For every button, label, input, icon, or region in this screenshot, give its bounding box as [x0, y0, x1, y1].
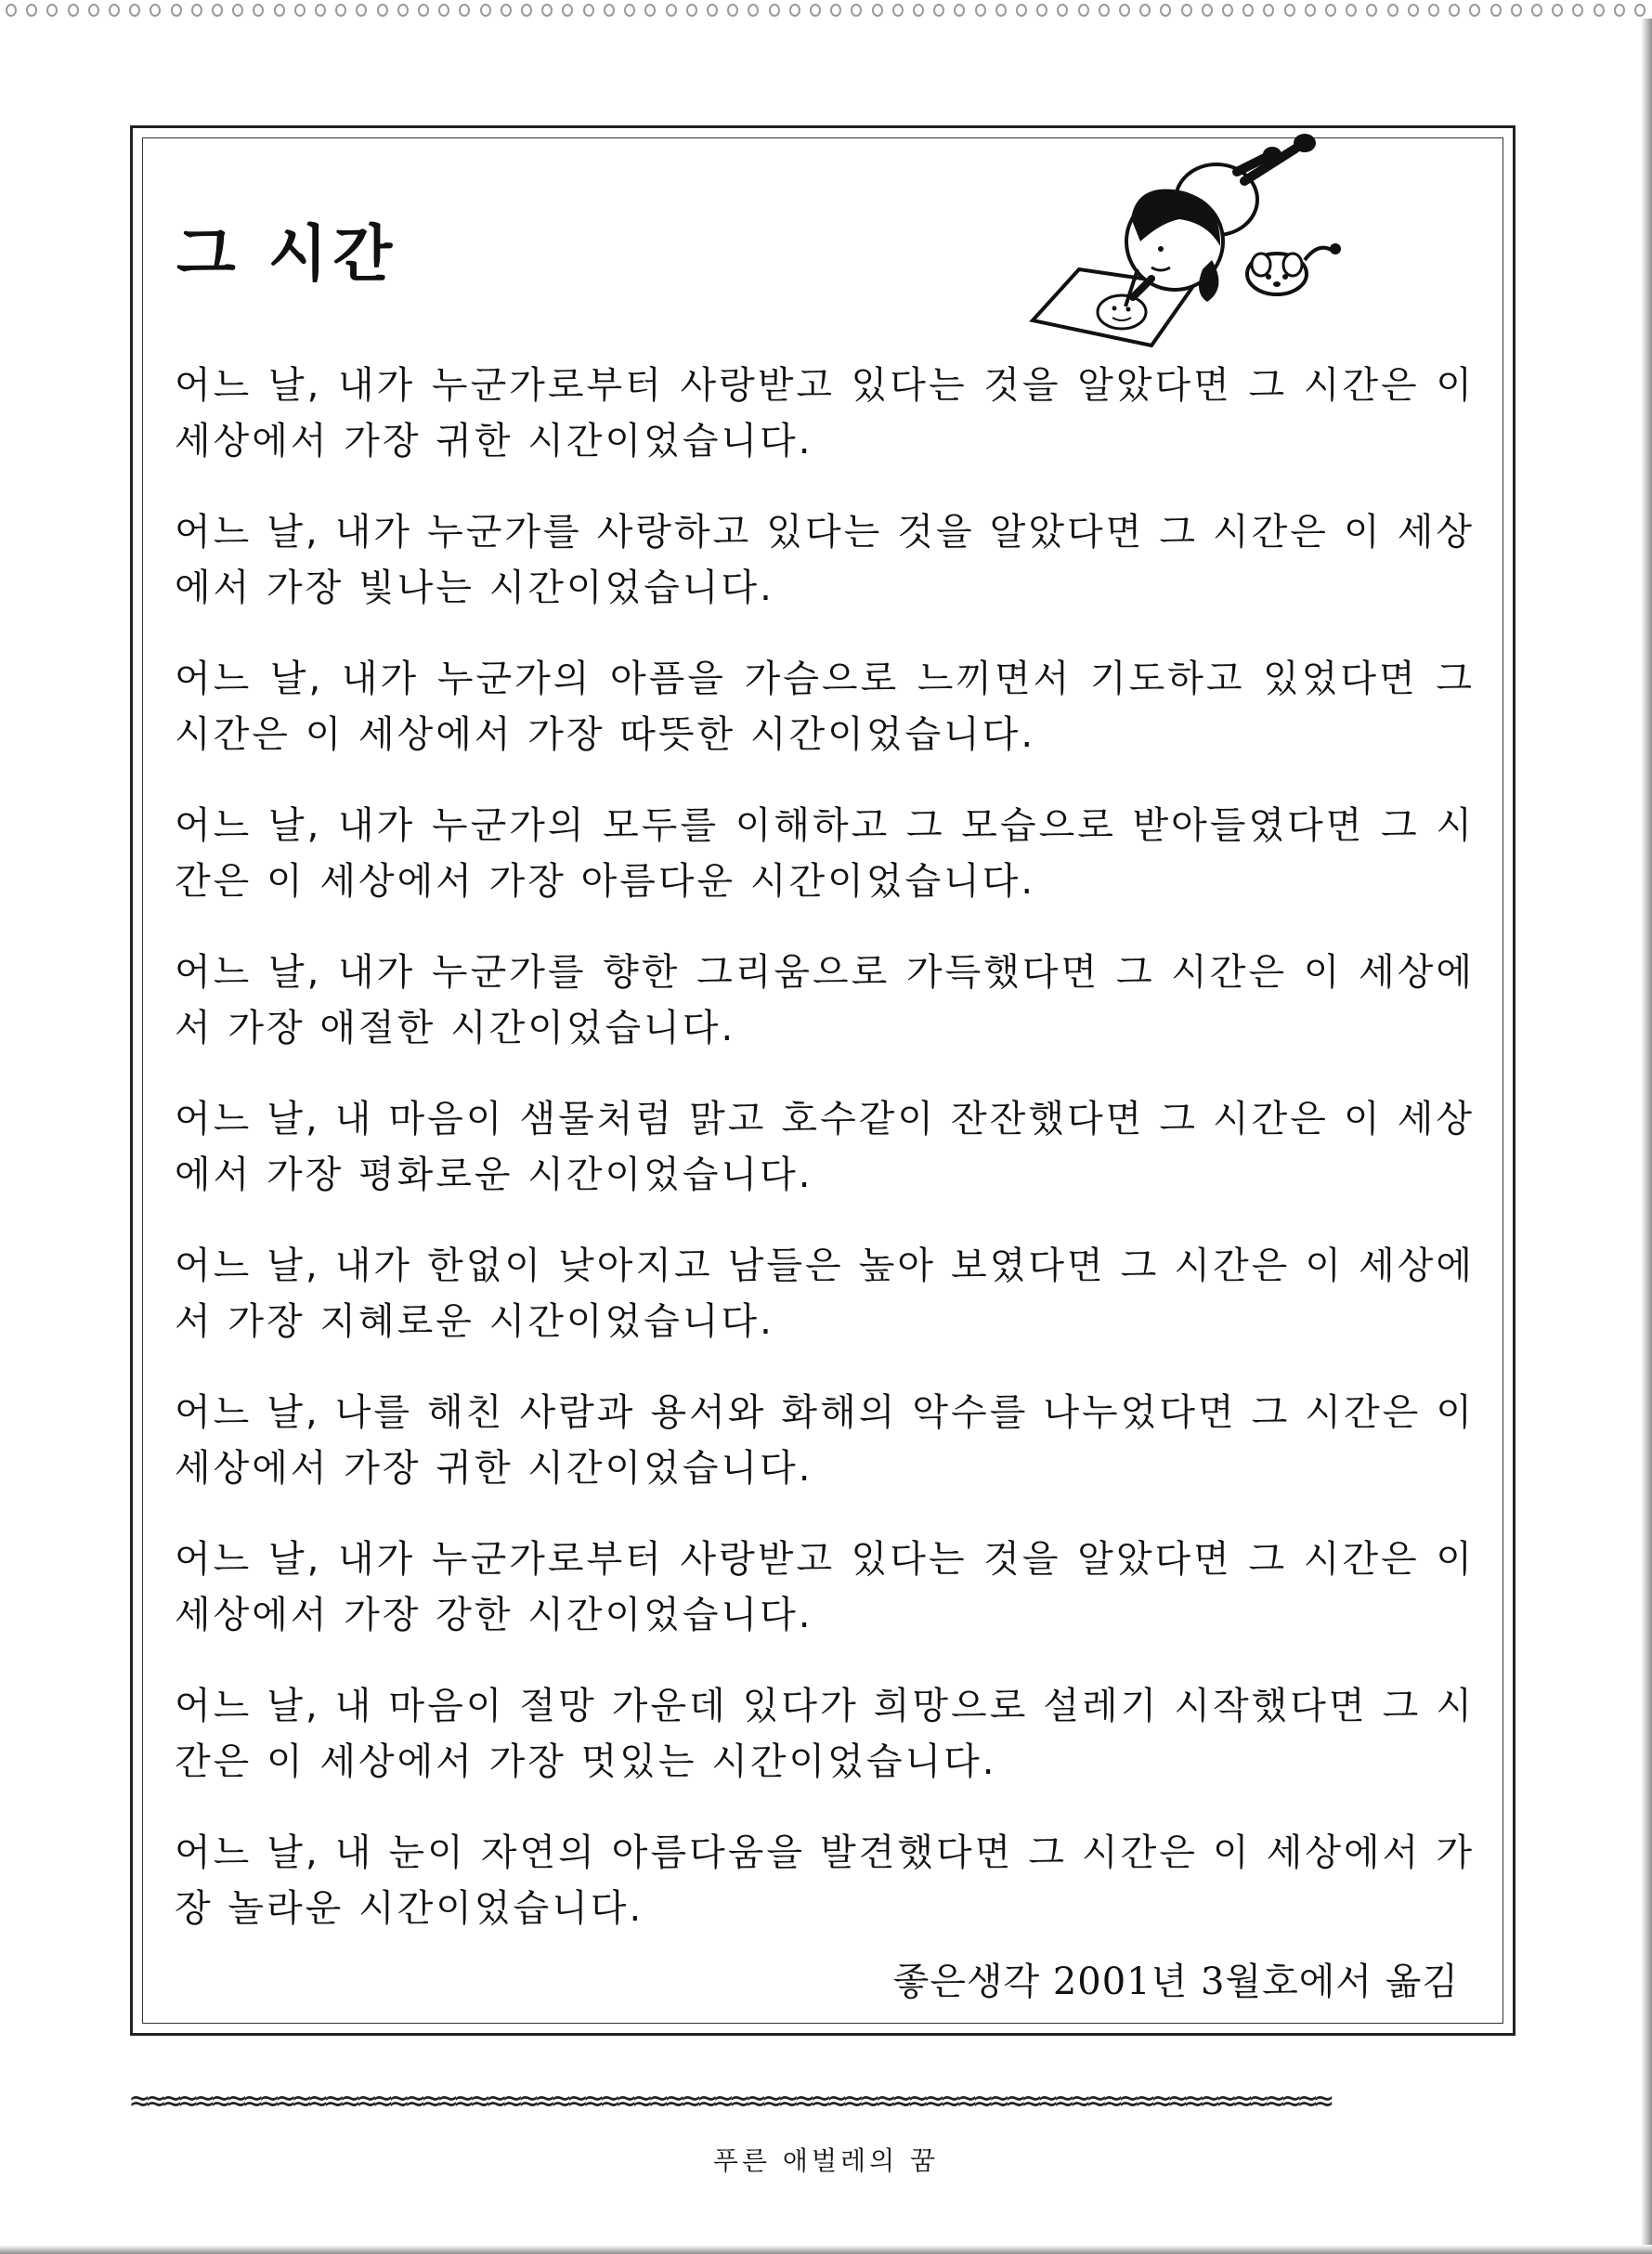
- poem-paragraph: 어느 날, 내가 누군가를 사랑하고 있다는 것을 알았다면 그 시간은 이 세상에서 가장 빛나는 시간이었습니다.: [175, 511, 1475, 609]
- source-attribution: 좋은생각 2001년 3월호에서 옮김: [892, 1961, 1459, 2003]
- poem-body: [175, 358, 1475, 1972]
- page-edge-shadow: [1641, 19, 1652, 2254]
- wave-divider: ≈≈≈≈≈≈≈≈≈≈≈≈≈≈≈≈≈≈≈≈≈≈≈≈≈≈≈≈≈≈≈≈≈≈≈≈≈≈≈≈≈≈≈≈≈≈≈≈≈≈≈≈≈≈≈≈≈≈≈≈≈≈≈≈≈≈≈≈≈≈≈≈≈≈: [130, 2085, 1331, 2117]
- poem-paragraph: 어느 날, 나를 해친 사람과 용서와 화해의 악수를 나누었다면 그 시간은 이 세상에서 가장 귀한 시간이었습니다.: [175, 1391, 1475, 1490]
- poem-paragraph: 어느 날, 내 마음이 절망 가운데 있다가 희망으로 설레기 시작했다면 그 시간은 이 세상에서 가장 멋있는 시간이었습니다.: [175, 1685, 1475, 1783]
- poem-paragraph: 어느 날, 내가 누군가의 모두를 이해하고 그 모습으로 받아들였다면 그 시간은 이 세상에서 가장 아름다운 시간이었습니다.: [175, 804, 1475, 903]
- poem-paragraph: 어느 날, 내가 누군가로부터 사랑받고 있다는 것을 알았다면 그 시간은 이 세상에서 가장 강한 시간이었습니다.: [175, 1538, 1475, 1636]
- page-edge-shadow-bottom: [0, 2245, 1652, 2254]
- poem-paragraph: 어느 날, 내가 한없이 낮아지고 남들은 높아 보였다면 그 시간은 이 세상에서 가장 지혜로운 시간이었습니다.: [175, 1244, 1475, 1343]
- child-drawing-illustration-icon: [1021, 130, 1356, 348]
- footer-caption: 푸른 애벌레의 꿈: [712, 2145, 940, 2176]
- poem-paragraph: 어느 날, 내가 누군가의 아픔을 가슴으로 느끼면서 기도하고 있었다면 그 시간은 이 세상에서 가장 따뜻한 시간이었습니다.: [175, 658, 1475, 756]
- poem-paragraph: 어느 날, 내가 누군가를 향한 그리움으로 가득했다면 그 시간은 이 세상에서 가장 애절한 시간이었습니다.: [175, 951, 1475, 1049]
- poem-paragraph: 어느 날, 내 마음이 샘물처럼 맑고 호수같이 잔잔했다면 그 시간은 이 세상에서 가장 평화로운 시간이었습니다.: [175, 1098, 1475, 1196]
- spiral-binding: [0, 0, 1652, 20]
- page-title: 그 시간: [176, 218, 398, 290]
- poem-paragraph: 어느 날, 내 눈이 자연의 아름다움을 발견했다면 그 시간은 이 세상에서 가장 놀라운 시간이었습니다.: [175, 1831, 1475, 1930]
- poem-paragraph: 어느 날, 내가 누군가로부터 사랑받고 있다는 것을 알았다면 그 시간은 이 세상에서 가장 귀한 시간이었습니다.: [175, 364, 1475, 463]
